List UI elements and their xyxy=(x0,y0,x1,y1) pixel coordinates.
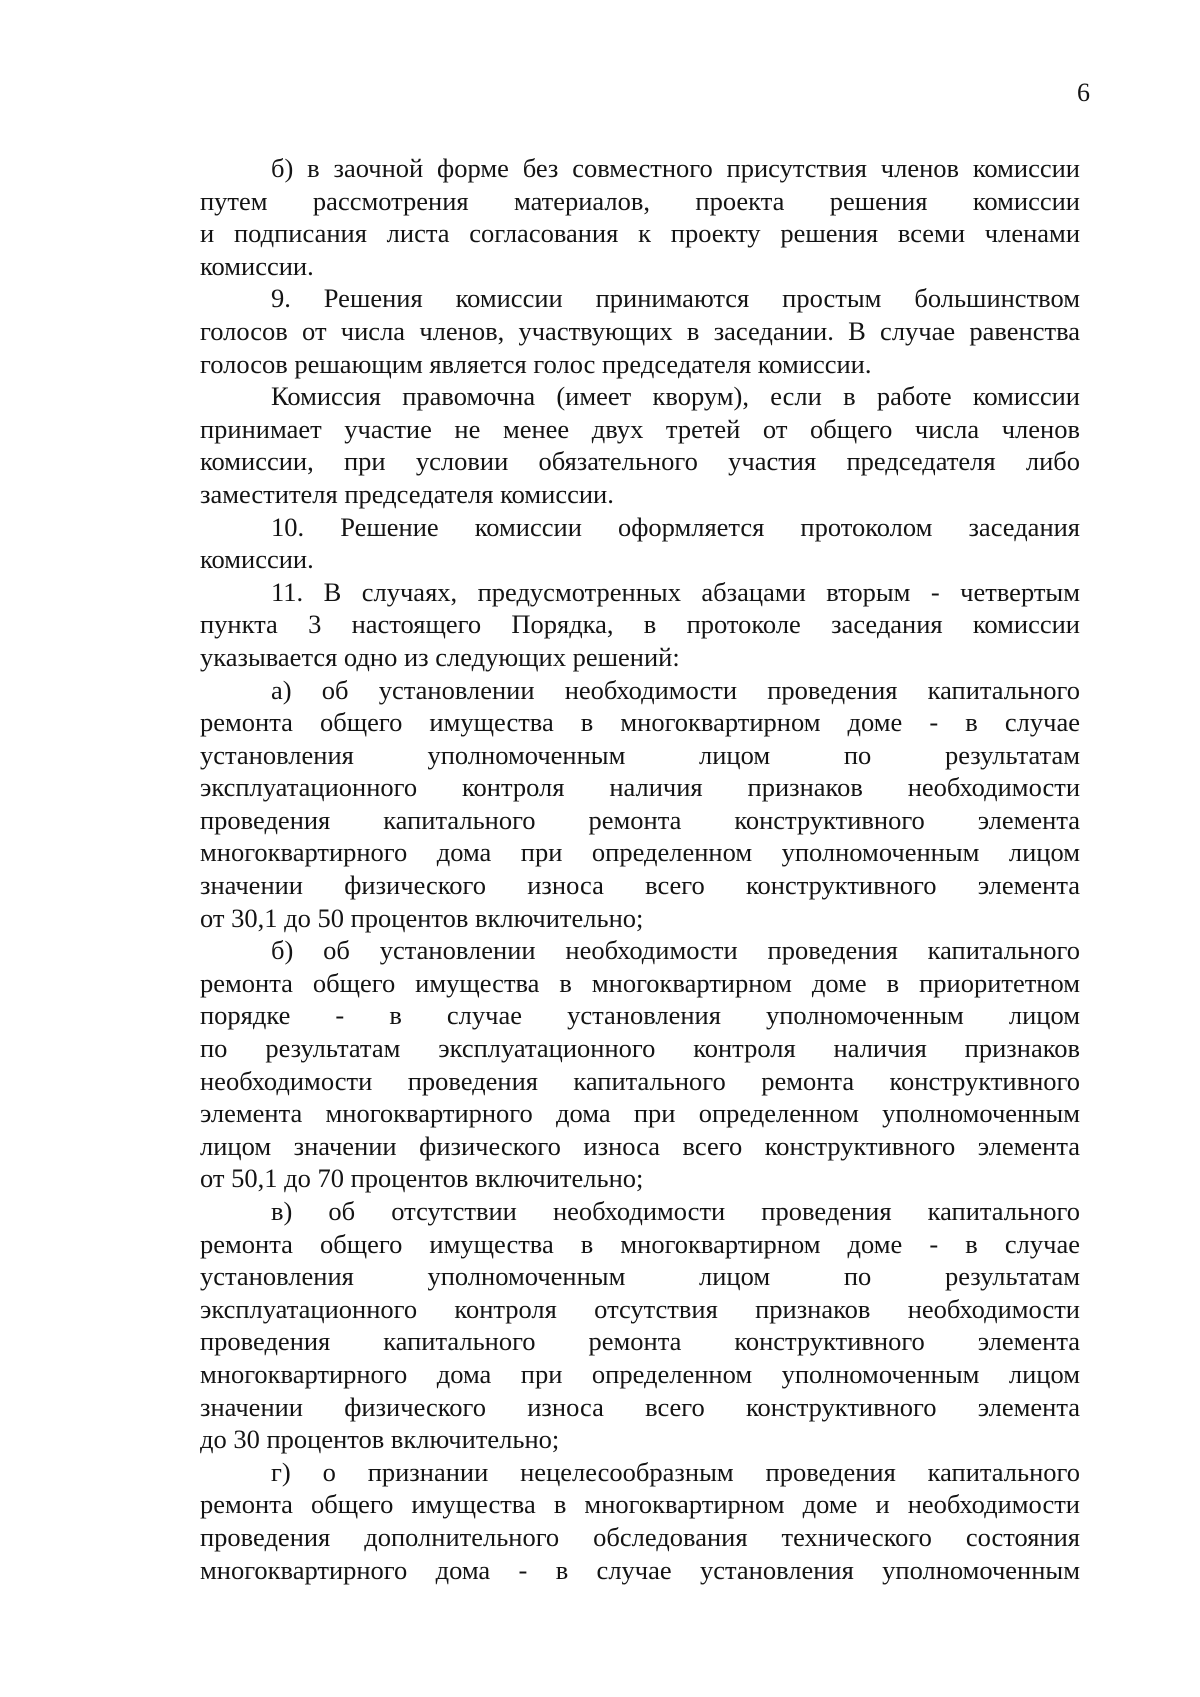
text-line: комиссии. xyxy=(200,544,314,575)
text-line: ремонта общего имущества в многоквартирном доме в приоритетном xyxy=(200,967,1080,998)
body-text xyxy=(200,152,1080,1586)
text-line: эксплуатационного контроля наличия признаков необходимости xyxy=(200,772,1080,803)
text-line: г) о признании нецелесообразным проведения капитального xyxy=(271,1456,1080,1487)
text-line: значении физического износа всего конструктивного элемента xyxy=(200,1391,1080,1422)
text-line: от 50,1 до 70 процентов включительно; xyxy=(200,1163,644,1194)
text-line: лицом значении физического износа всего конструктивного элемента xyxy=(200,1130,1080,1161)
text-line: указывается одно из следующих решений: xyxy=(200,641,680,672)
text-line: голосов от числа членов, участвующих в заседании. В случае равенства xyxy=(200,315,1080,346)
text-line: эксплуатационного контроля отсутствия признаков необходимости xyxy=(200,1293,1080,1324)
text-line: комиссии, при условии обязательного участия председателя либо xyxy=(200,446,1080,477)
page-number: 6 xyxy=(1077,78,1090,107)
text-line: установления уполномоченным лицом по результатам xyxy=(200,1261,1080,1292)
text-line: принимает участие не менее двух третей от общего числа членов xyxy=(200,413,1080,444)
text-line: б) в заочной форме без совместного присутствия членов комиссии xyxy=(271,153,1080,183)
text-line: многоквартирного дома - в случае установления уполномоченным xyxy=(200,1554,1080,1585)
text-line: ремонта общего имущества в многоквартирном доме - в случае xyxy=(200,1228,1080,1259)
text-line: в) об отсутствии необходимости проведения капитального xyxy=(271,1196,1080,1226)
text-line: а) об установлении необходимости проведения капитального xyxy=(271,674,1080,705)
text-line: голосов решающим является голос председателя комиссии. xyxy=(200,348,872,379)
text-line: проведения капитального ремонта конструктивного элемента xyxy=(200,804,1080,835)
text-line: комиссии. xyxy=(200,250,314,281)
text-line: ремонта общего имущества в многоквартирном доме и необходимости xyxy=(200,1489,1080,1520)
text-line: Комиссия правомочна (имеет кворум), если в работе комиссии xyxy=(271,381,1080,412)
text-line: по результатам эксплуатационного контроля наличия признаков xyxy=(200,1033,1080,1064)
text-line: путем рассмотрения материалов, проекта решения комиссии xyxy=(200,185,1080,216)
text-line: пункта 3 настоящего Порядка, в протоколе заседания комиссии xyxy=(200,609,1080,640)
text-line: необходимости проведения капитального ремонта конструктивного xyxy=(200,1065,1080,1096)
text-line: значении физического износа всего конструктивного элемента xyxy=(200,870,1080,901)
text-line: от 30,1 до 50 процентов включительно; xyxy=(200,902,644,933)
text-line: ремонта общего имущества в многоквартирном доме - в случае xyxy=(200,707,1080,738)
text-line: многоквартирного дома при определенном уполномоченным лицом xyxy=(200,1358,1080,1389)
text-line: проведения капитального ремонта конструктивного элемента xyxy=(200,1326,1080,1357)
text-line: и подписания листа согласования к проекту решения всеми членами xyxy=(200,218,1080,249)
text-line: 9. Решения комиссии принимаются простым большинством xyxy=(271,283,1080,314)
text-line: элемента многоквартирного дома при определенном уполномоченным xyxy=(200,1098,1080,1129)
text-line: проведения дополнительного обследования технического состояния xyxy=(200,1521,1080,1552)
text-line: многоквартирного дома при определенном уполномоченным лицом xyxy=(200,837,1080,868)
text-line: б) об установлении необходимости проведения капитального xyxy=(271,935,1080,966)
text-line: порядке - в случае установления уполномоченным лицом xyxy=(200,1000,1080,1031)
text-line: до 30 процентов включительно; xyxy=(200,1424,560,1455)
text-line: установления уполномоченным лицом по результатам xyxy=(200,739,1080,770)
text-line: 10. Решение комиссии оформляется протоколом заседания xyxy=(271,511,1080,542)
text-line: 11. В случаях, предусмотренных абзацами вторым - четвертым xyxy=(271,576,1080,607)
text-line: заместителя председателя комиссии. xyxy=(200,478,614,509)
